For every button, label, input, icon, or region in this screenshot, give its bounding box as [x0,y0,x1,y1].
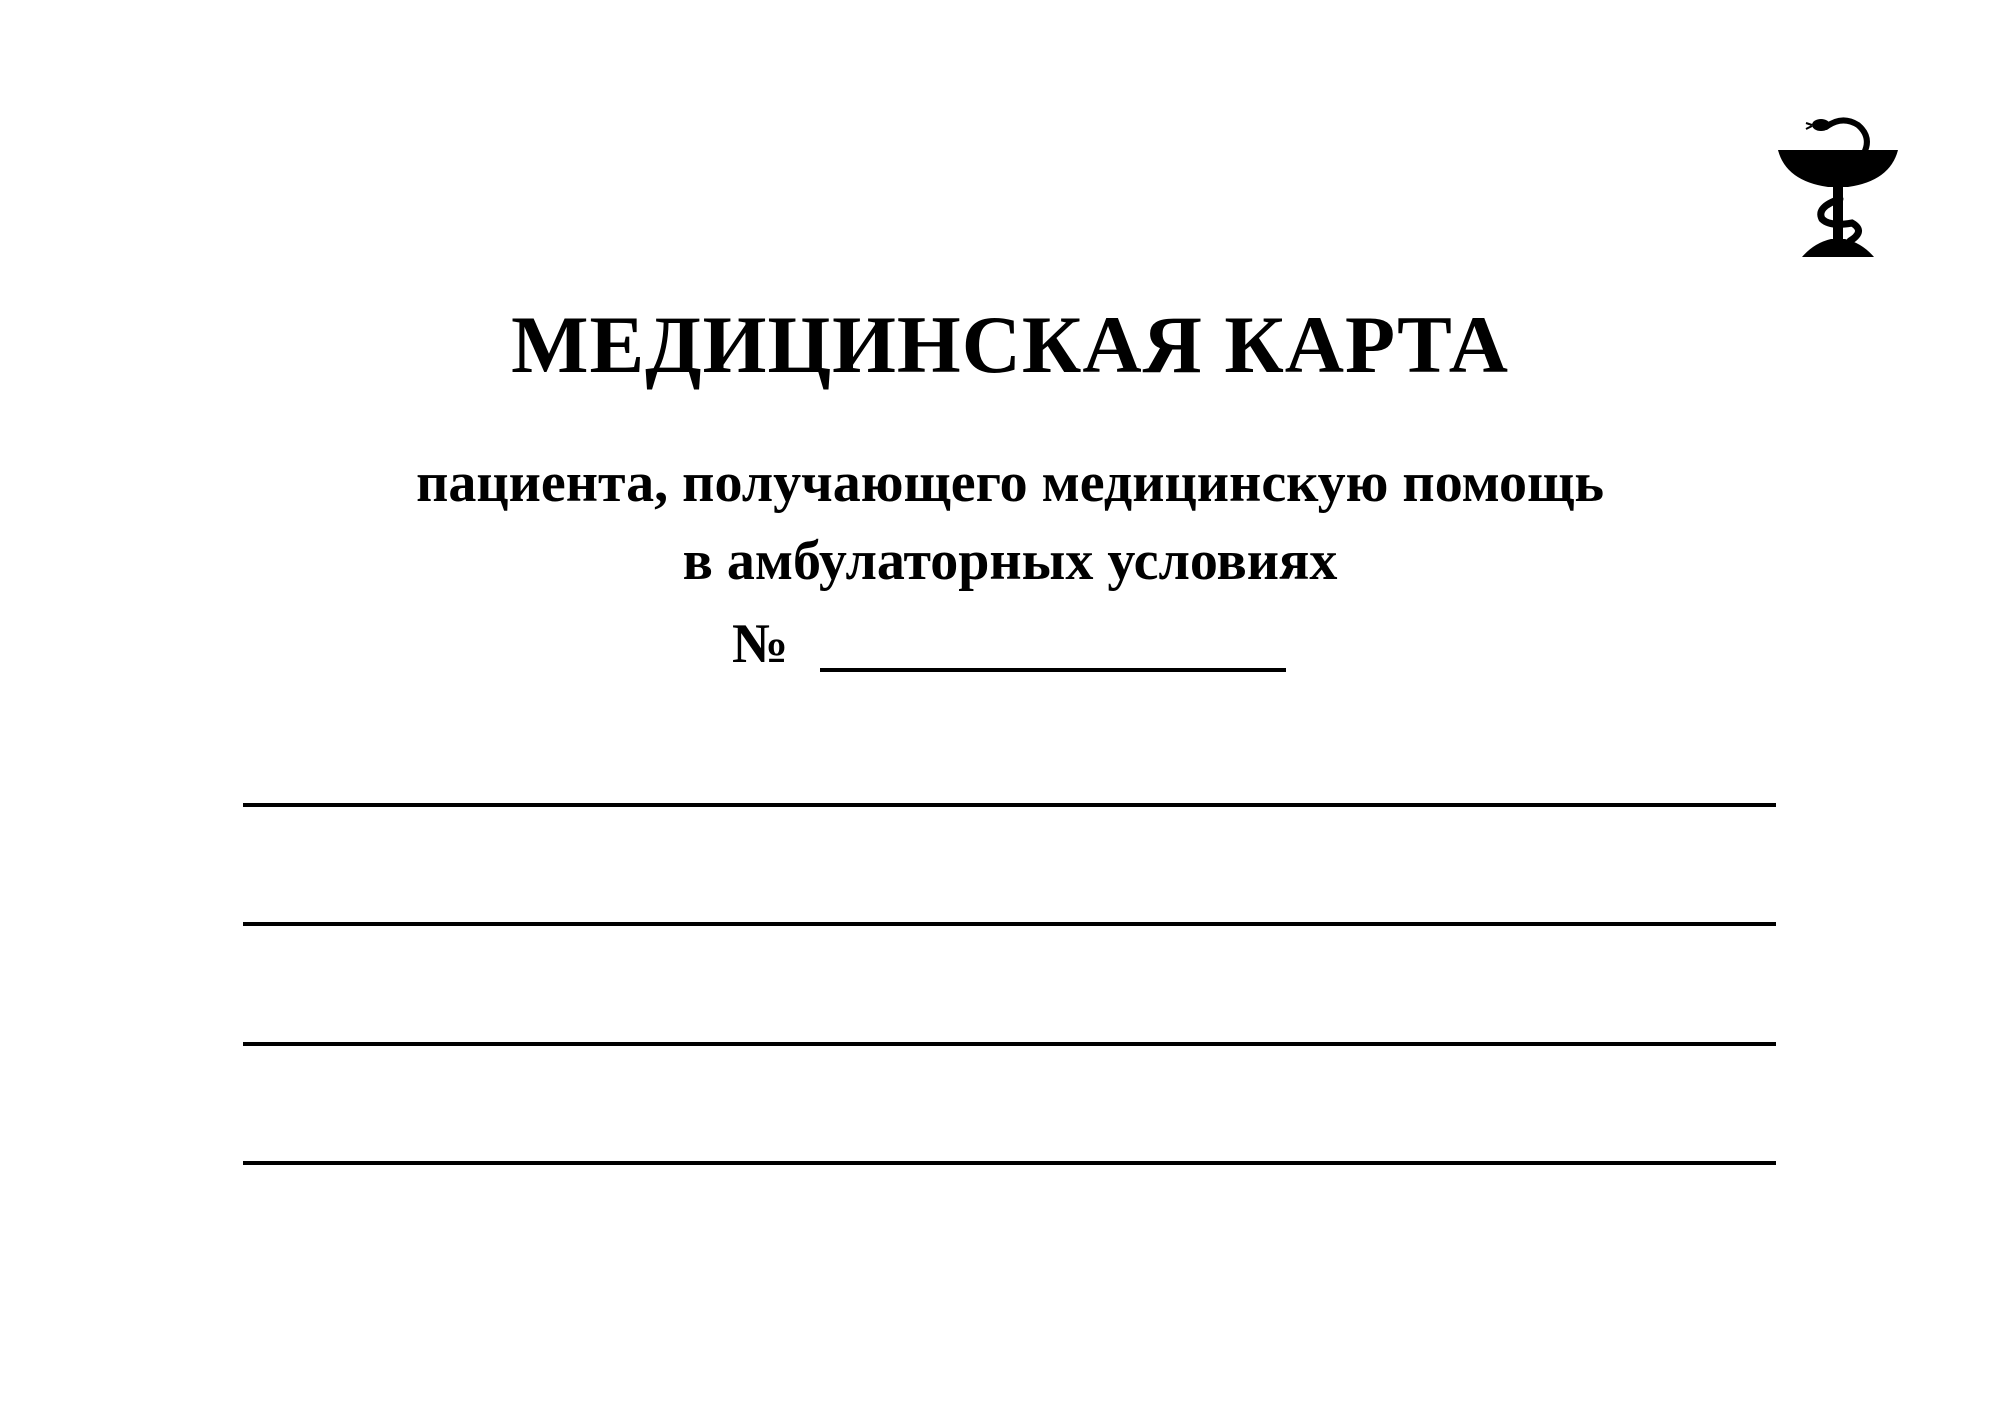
page-title: МЕДИЦИНСКАЯ КАРТА [511,299,1509,390]
fill-in-line-4[interactable] [243,1161,1776,1165]
fill-in-line-3[interactable] [243,1042,1776,1046]
subtitle-line-1: пациента, получающего медицинскую помощь [416,452,1604,514]
bowl-of-hygieia-icon [1776,103,1900,259]
fill-in-line-1[interactable] [243,803,1776,807]
fill-in-line-2[interactable] [243,922,1776,926]
card-number-field[interactable] [820,668,1286,672]
card-number-label: № [732,613,789,675]
subtitle-line-2: в амбулаторных условиях [682,530,1338,592]
